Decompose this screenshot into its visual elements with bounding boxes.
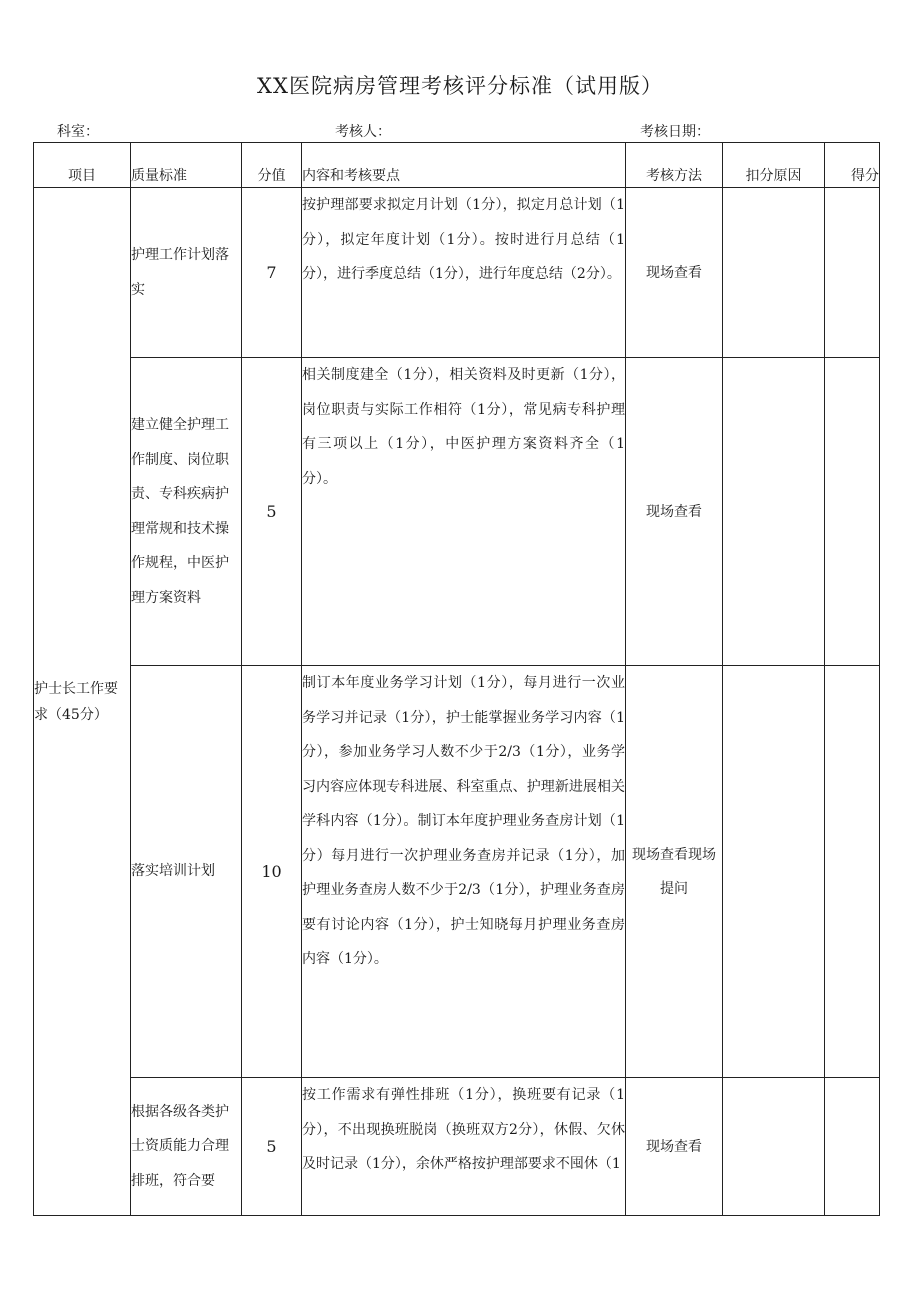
standard-cell: 建立健全护理工作制度、岗位职责、专科疾病护理常规和技术操作规程，中医护理方案资料 xyxy=(131,358,242,666)
exam-date-label: 考核日期： xyxy=(640,124,710,140)
obtained-score-cell[interactable] xyxy=(825,666,880,1078)
category-cell: 护士长工作要求（45分） xyxy=(34,188,131,1216)
header-obtained-score: 得分 xyxy=(825,143,880,188)
header-score: 分值 xyxy=(242,143,302,188)
method-cell: 现场查看现场提问 xyxy=(626,666,723,1078)
score-cell: 5 xyxy=(242,1078,302,1216)
scoring-table xyxy=(33,142,880,1216)
header-standard: 质量标准 xyxy=(131,143,242,188)
content-cell: 制订本年度业务学习计划（1分），每月进行一次业务学习并记录（1分），护士能掌握业务学习内容（1分），参加业务学习人数不少于2/3（1分），业务学习内容应体现专科进展、科室重点、护理新进展相关学科内容（1分）。制订本年度护理业务查房计划（1分）每月进行一次护理业务查房并记录（1分），加护理业务查房人数不少于2/3（1分），护理业务查房要有讨论内容（1分），护士知晓每月护理业务查房内容（1分）。 xyxy=(302,666,626,1078)
obtained-score-cell[interactable] xyxy=(825,188,880,358)
header-content: 内容和考核要点 xyxy=(302,143,626,188)
method-cell: 现场查看 xyxy=(626,1078,723,1216)
score-cell: 10 xyxy=(242,666,302,1078)
table-row xyxy=(34,188,880,358)
deduction-reason-cell[interactable] xyxy=(723,188,825,358)
obtained-score-cell[interactable] xyxy=(825,1078,880,1216)
obtained-score-cell[interactable] xyxy=(825,358,880,666)
score-cell: 5 xyxy=(242,358,302,666)
table-row xyxy=(34,666,880,1078)
deduction-reason-cell[interactable] xyxy=(723,358,825,666)
method-cell: 现场查看 xyxy=(626,358,723,666)
deduction-reason-cell[interactable] xyxy=(723,666,825,1078)
deduction-reason-cell[interactable] xyxy=(723,1078,825,1216)
table-row xyxy=(34,1078,880,1216)
score-cell: 7 xyxy=(242,188,302,358)
standard-cell: 根据各级各类护士资质能力合理排班，符合要 xyxy=(131,1078,242,1216)
header-item: 项目 xyxy=(34,143,131,188)
method-cell: 现场查看 xyxy=(626,188,723,358)
document-title: XX医院病房管理考核评分标准（试用版） xyxy=(257,74,663,98)
standard-cell: 护理工作计划落实 xyxy=(131,188,242,358)
content-cell: 相关制度建全（1分），相关资料及时更新（1分），岗位职责与实际工作相符（1分），常见病专科护理有三项以上（1分），中医护理方案资料齐全（1分）。 xyxy=(302,358,626,666)
table-header-row xyxy=(34,143,880,188)
content-cell: 按工作需求有弹性排班（1分），换班要有记录（1分），不出现换班脱岗（换班双方2分），休假、欠休及时记录（1分），余休严格按护理部要求不囤休（1 xyxy=(302,1078,626,1216)
examiner-label: 考核人： xyxy=(335,124,391,140)
department-label: 科室： xyxy=(57,124,99,140)
table-row xyxy=(34,358,880,666)
header-deduction-reason: 扣分原因 xyxy=(723,143,825,188)
content-cell: 按护理部要求拟定月计划（1分），拟定月总计划（1分），拟定年度计划（1分）。按时进行月总结（1分），进行季度总结（1分），进行年度总结（2分）。 xyxy=(302,188,626,358)
standard-cell: 落实培训计划 xyxy=(131,666,242,1078)
header-method: 考核方法 xyxy=(626,143,723,188)
